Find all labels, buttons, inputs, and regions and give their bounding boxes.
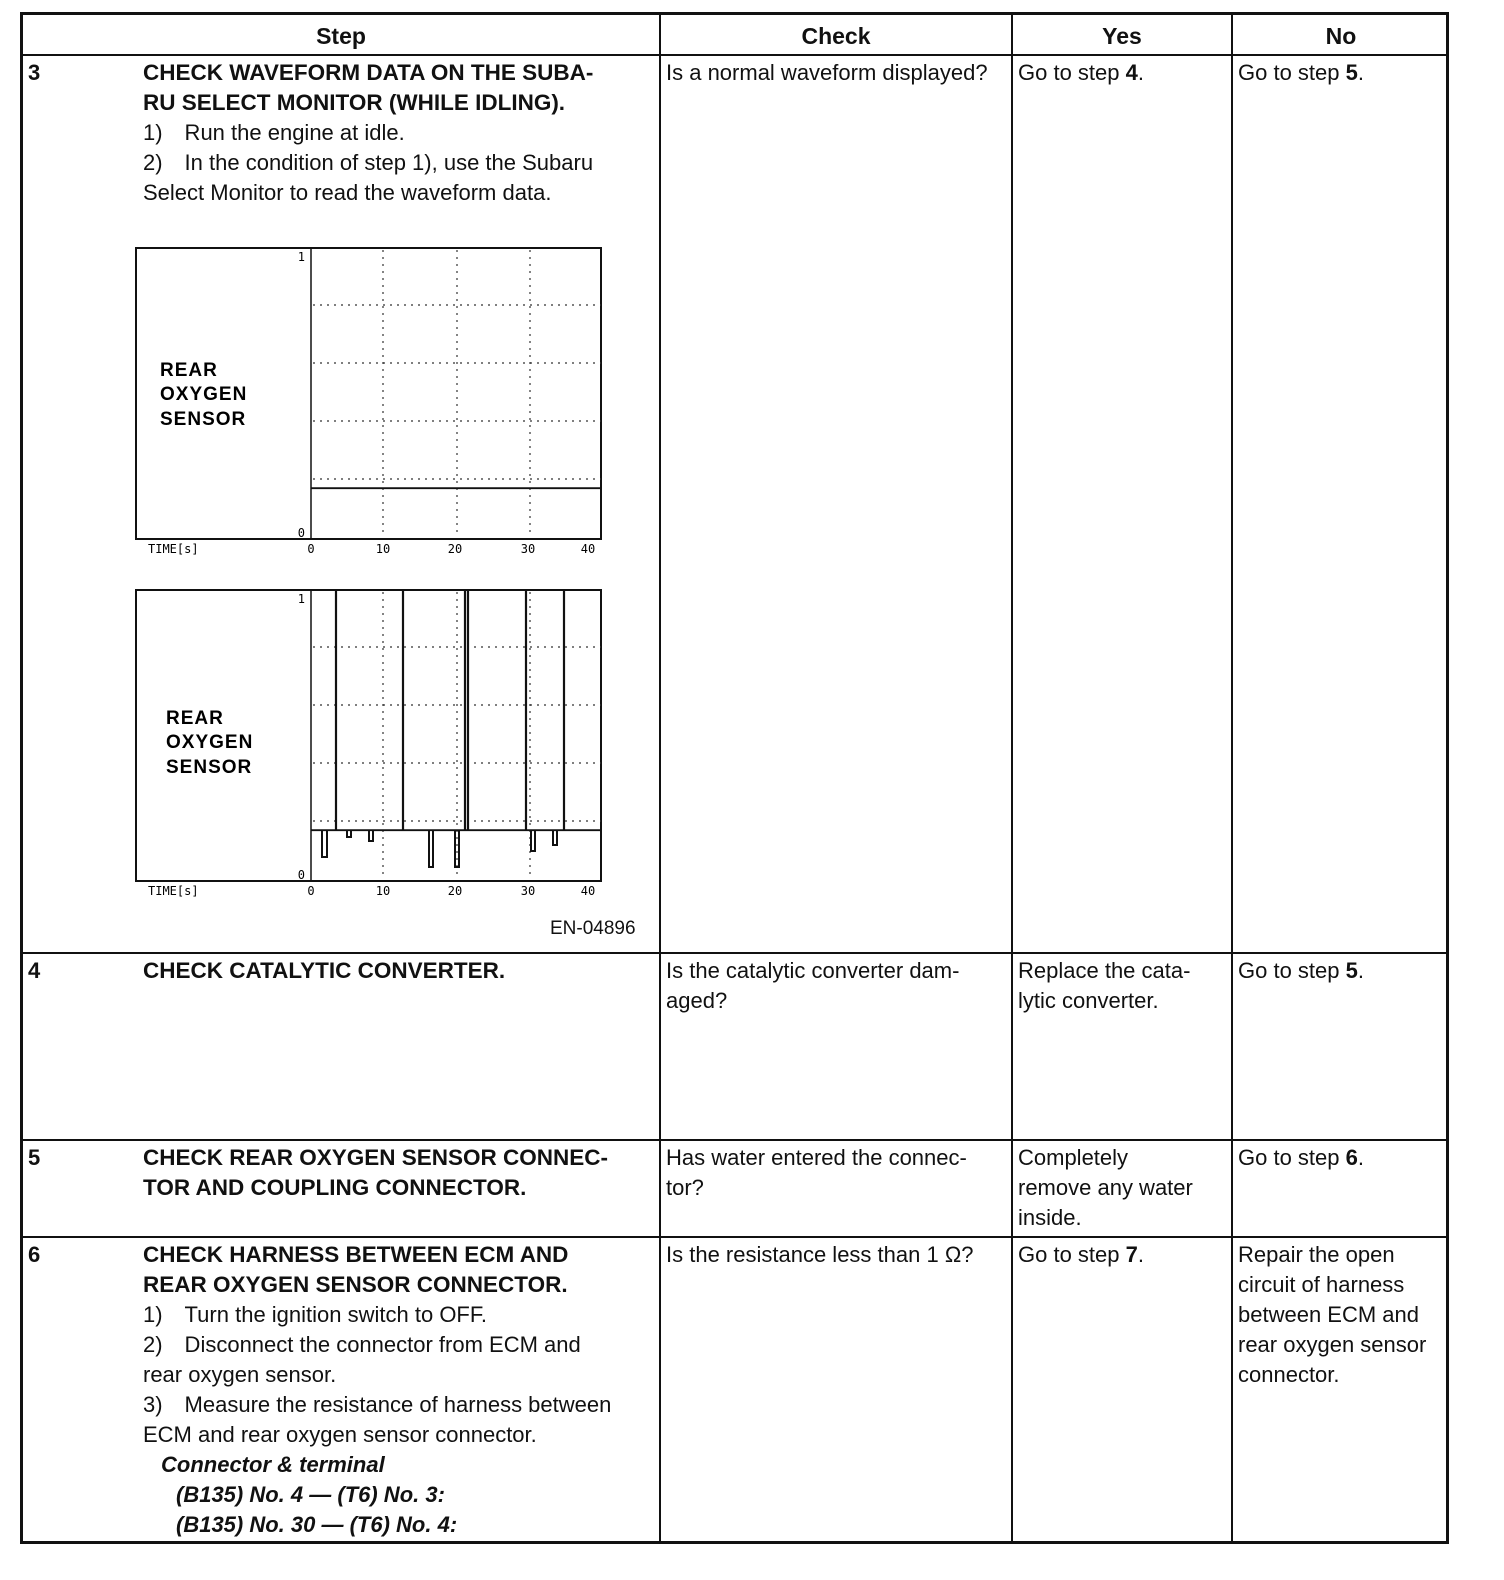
header-no: No [1325,23,1357,49]
spec-value: (B135) No. 30 — (T6) No. 4: [176,1512,458,1537]
chart-label-line: SENSOR [160,409,247,430]
x-tick-label: 20 [447,884,463,897]
x-tick-label: 10 [375,542,391,555]
waveform-chart-idle-abnormal [133,587,623,897]
header-check: Check [801,23,871,49]
y-tick-label: 0 [297,868,305,882]
spec-label: Connector & terminal [161,1452,385,1477]
spec-value: (B135) No. 4 — (T6) No. 3: [176,1482,445,1507]
yes-line: inside. [1018,1205,1082,1230]
x-tick-label: 40 [580,542,596,555]
check-text [666,1143,967,1203]
no-line: between ECM and [1238,1302,1419,1327]
yes-text [1018,956,1190,1016]
x-tick-label: 20 [447,542,463,555]
row-divider [23,952,1446,954]
yes-text: Go to step 7. [1018,1242,1144,1267]
header-yes: Yes [1102,23,1142,49]
step-number: 6 [28,1242,41,1267]
grid-lines [313,250,601,537]
check-text: Is the resistance less than 1 Ω? [666,1242,974,1267]
row-divider [23,1236,1446,1238]
x-tick-label: 0 [307,542,315,555]
no-text: Go to step 6. [1238,1145,1364,1170]
row-divider [23,1139,1446,1141]
step-number: 5 [28,1145,41,1170]
no-line: Repair the open [1238,1242,1395,1267]
x-tick-label: 10 [375,884,391,897]
y-tick-label: 1 [297,250,305,264]
yes-line: Completely [1018,1145,1129,1170]
step-number: 3 [28,60,41,85]
no-text [1238,1240,1426,1390]
no-line: connector. [1238,1362,1340,1387]
waveform-dips [322,831,557,867]
step-content [143,1143,608,1203]
y-tick-label: 1 [297,592,305,606]
waveform-chart-idle-normal [133,245,623,555]
chart-label-line: REAR [160,360,218,381]
yes-text [1018,1143,1193,1233]
step-content [143,1240,655,1540]
x-tick-label: 30 [520,542,536,555]
waveform-spikes [336,590,564,831]
check-line: aged? [666,988,728,1013]
step-title: CHECK HARNESS BETWEEN ECM AND [143,1242,569,1267]
x-tick-label: 0 [307,884,315,897]
yes-text: Go to step 4. [1018,60,1144,85]
chart-label-line: REAR [166,708,224,729]
step-instruction: rear oxygen sensor. [143,1362,337,1387]
x-tick-label: 30 [520,884,536,897]
step-instruction: 1) Run the engine at idle. [143,120,405,145]
chart-label-line: OXYGEN [166,732,254,753]
figure-id: EN-04896 [550,918,636,939]
step-instruction: 1) Turn the ignition switch to OFF. [143,1302,487,1327]
chart-label-line: OXYGEN [160,384,248,405]
column-divider [1231,15,1233,1541]
yes-line: lytic converter. [1018,988,1159,1013]
check-line: Is the catalytic converter dam- [666,958,960,983]
no-text: Go to step 5. [1238,958,1364,983]
step-title: RU SELECT MONITOR (WHILE IDLING). [143,90,566,115]
step-instruction: 3) Measure the resistance of harness between [143,1392,612,1417]
check-text: Is a normal waveform displayed? [666,60,988,85]
step-instruction: Select Monitor to read the waveform data. [143,180,552,205]
step-content [143,58,653,208]
step-title: REAR OXYGEN SENSOR CONNECTOR. [143,1272,568,1297]
no-line: rear oxygen sensor [1238,1332,1427,1357]
column-divider [1011,15,1013,1541]
step-instruction: 2) Disconnect the connector from ECM and [143,1332,581,1357]
x-axis-title: TIME[s] [148,884,199,897]
chart-label-line: SENSOR [166,757,253,778]
check-line: Has water entered the connec- [666,1145,967,1170]
yes-line: remove any water [1018,1175,1193,1200]
no-line: circuit of harness [1238,1272,1405,1297]
step-title: CHECK WAVEFORM DATA ON THE SUBA- [143,60,594,85]
x-axis-title: TIME[s] [148,542,199,555]
check-line: tor? [666,1175,704,1200]
diagnostic-table [20,12,1449,1544]
header-step: Step [316,23,366,49]
y-tick-label: 0 [297,526,305,540]
step-instruction: ECM and rear oxygen sensor connector. [143,1422,537,1447]
step-number: 4 [28,958,41,983]
no-text: Go to step 5. [1238,60,1364,85]
step-title: CHECK CATALYTIC CONVERTER. [143,958,506,983]
yes-line: Replace the cata- [1018,958,1191,983]
column-divider [659,15,661,1541]
check-text [666,956,959,1016]
step-title: CHECK REAR OXYGEN SENSOR CONNEC- [143,1145,609,1170]
x-tick-label: 40 [580,884,596,897]
row-divider [23,54,1446,56]
step-title: TOR AND COUPLING CONNECTOR. [143,1175,527,1200]
step-instruction: 2) In the condition of step 1), use the Subaru [143,150,594,175]
